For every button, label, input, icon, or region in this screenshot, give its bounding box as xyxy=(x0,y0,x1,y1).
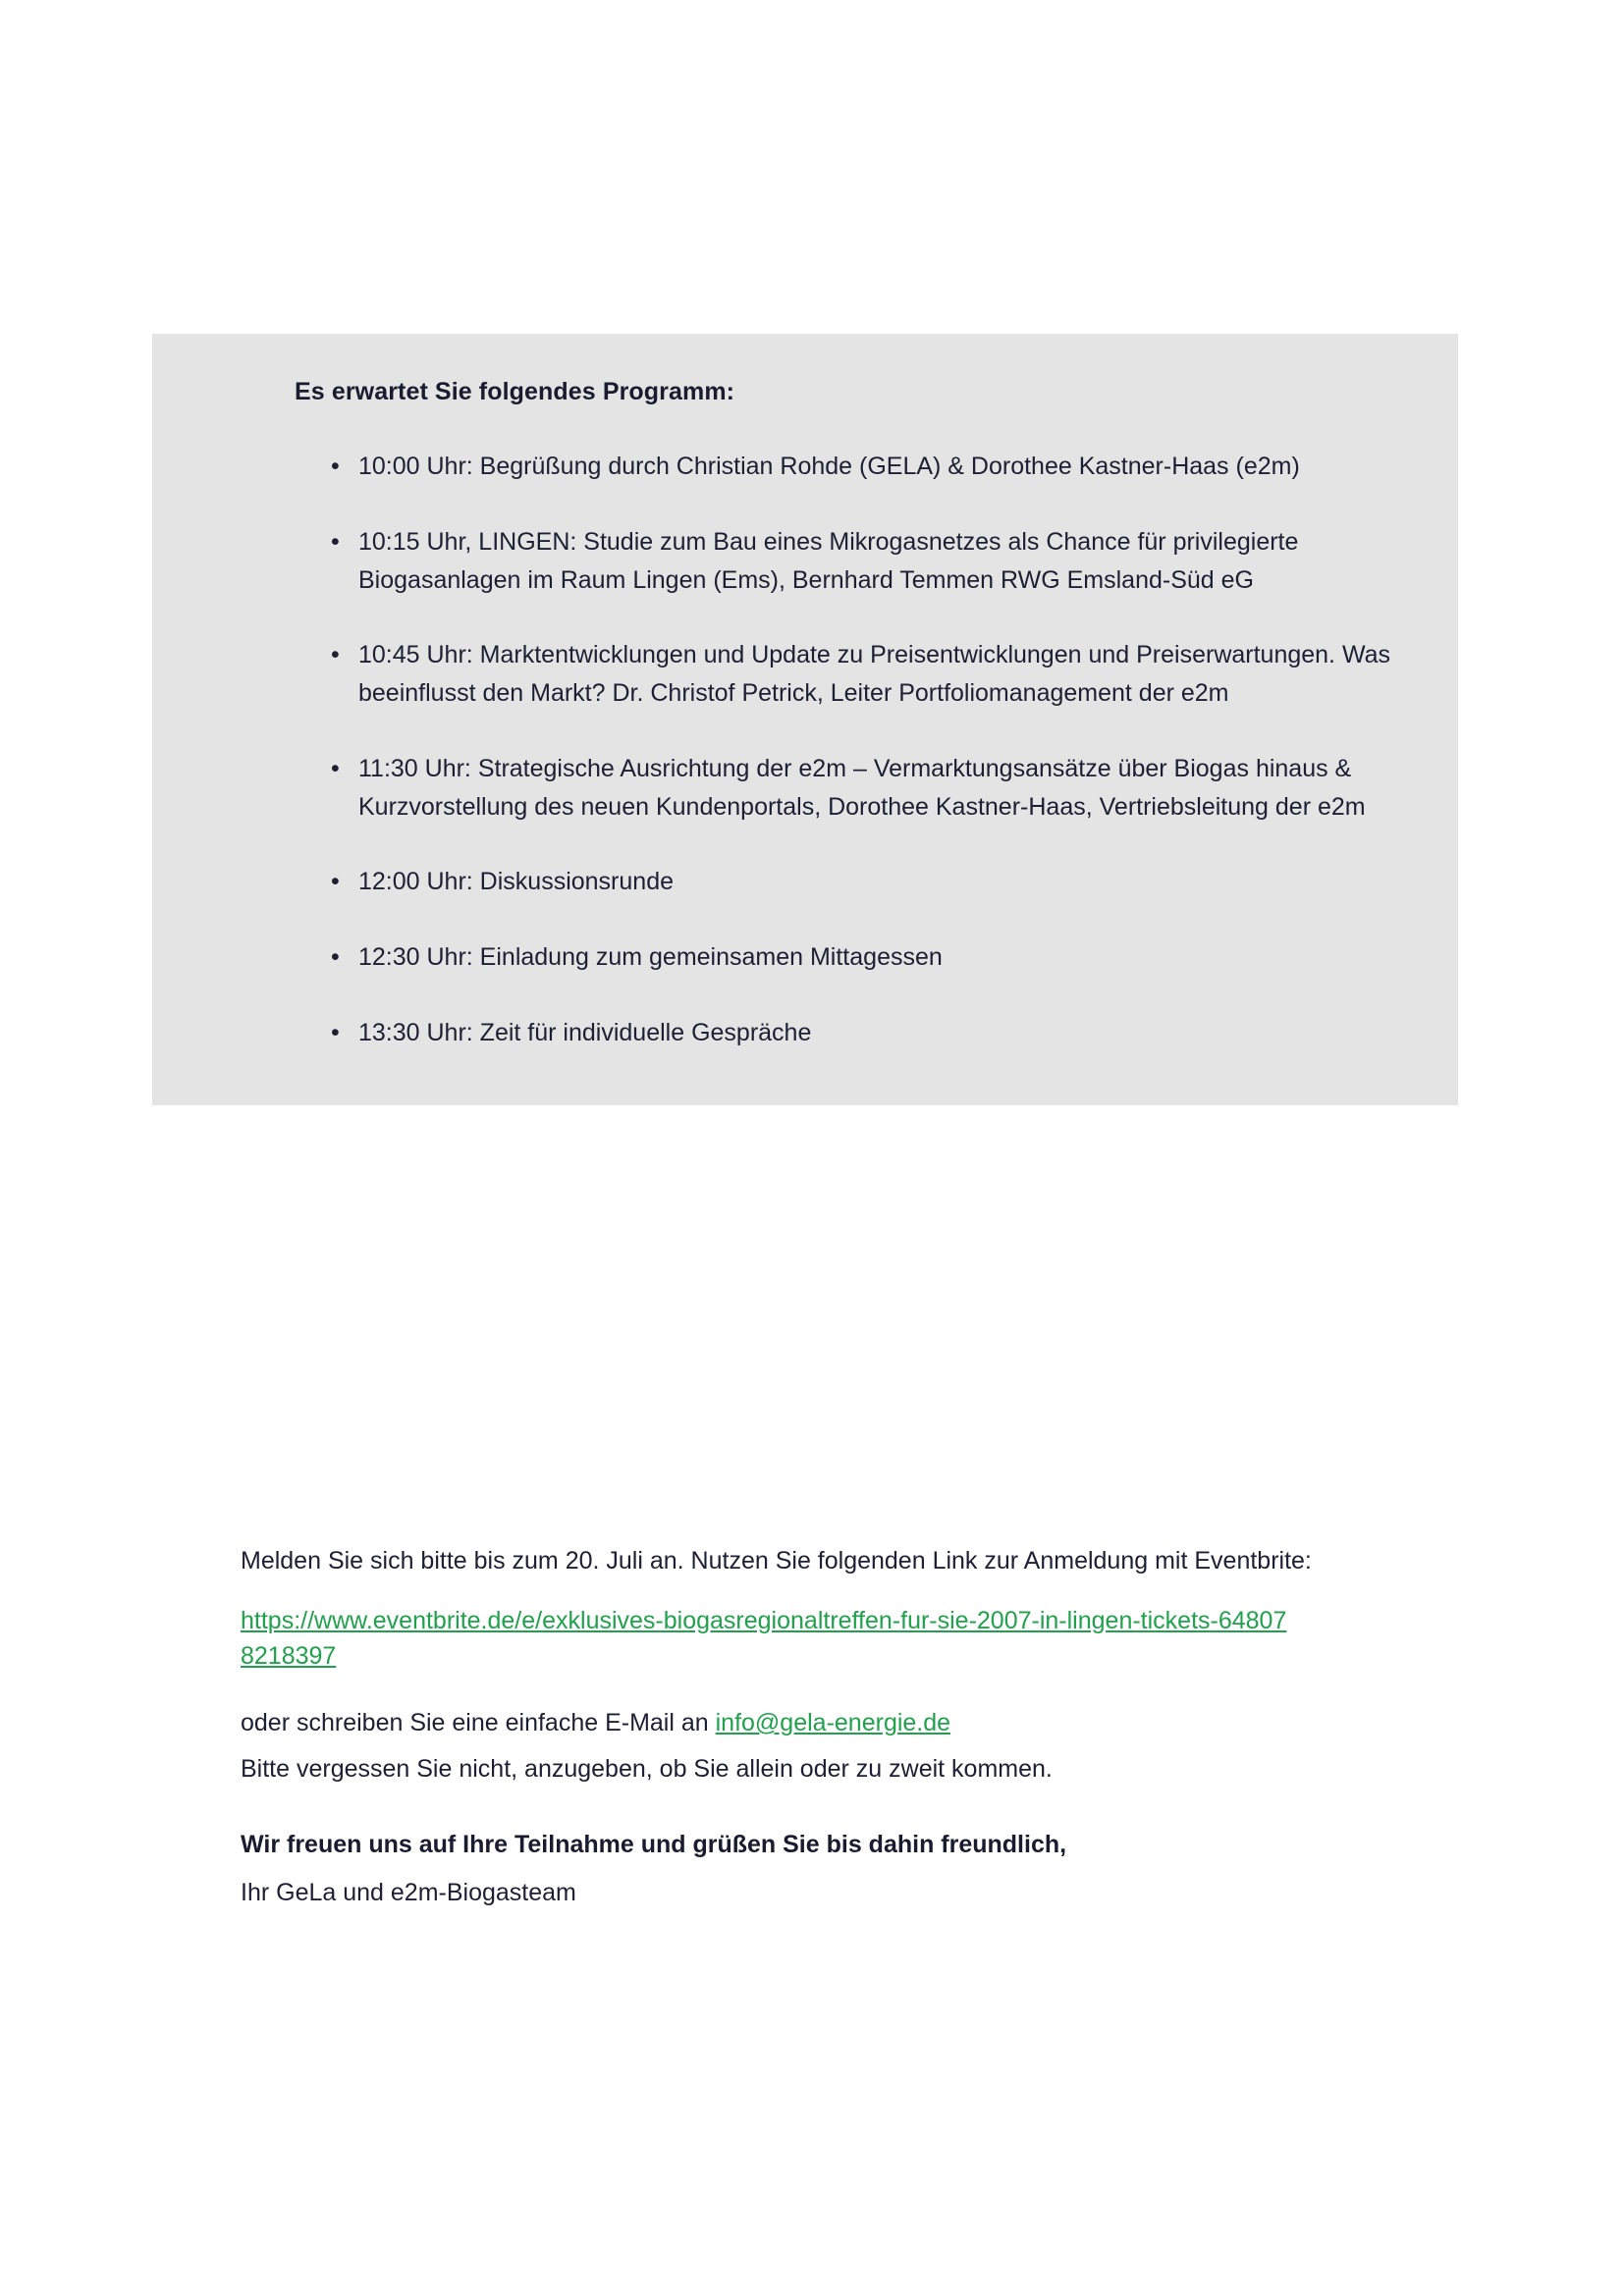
list-item xyxy=(241,636,1399,713)
list-item xyxy=(241,750,1399,827)
list-item xyxy=(241,1014,1399,1052)
closing-signature: Ihr GeLa und e2m-Biogasteam xyxy=(241,1878,576,1906)
program-item-text: 12:00 Uhr: Diskussionsrunde xyxy=(358,868,674,896)
eventbrite-link[interactable]: https://www.eventbrite.de/e/exklusives-biogasregionaltreffen-fur-sie-2007-in-lingen-tickets-648078218397 xyxy=(241,1606,1287,1670)
closing-bold-line: Wir freuen uns auf Ihre Teilnahme und grüßen Sie bis dahin freundlich, xyxy=(241,1831,1067,1858)
program-box xyxy=(152,334,1458,1105)
email-paragraph xyxy=(241,1703,1468,1743)
list-item xyxy=(241,863,1399,901)
bullet-icon: • xyxy=(331,641,340,669)
program-item-text: 12:30 Uhr: Einladung zum gemeinsamen Mittagessen xyxy=(358,943,943,971)
program-item-text: 11:30 Uhr: Strategische Ausrichtung der e2m – Vermarktungsansätze über Biogas hinaus & Kurzvorstellung des neuen Kundenportals, Dorothee Kastner-Haas, Vertriebsleitung der e2m xyxy=(358,754,1366,821)
program-item-text: 10:45 Uhr: Marktentwicklungen und Update zu Preisentwicklungen und Preiserwartungen. Was beeinflusst den Markt? Dr. Christof Petrick, Leiter Portfoliomanagement der e2m xyxy=(358,641,1391,707)
eventbrite-link-paragraph xyxy=(241,1603,1296,1675)
program-list xyxy=(241,448,1399,1052)
email-prefix-text: oder schreiben Sie eine einfache E-Mail an xyxy=(241,1709,716,1736)
bullet-icon: • xyxy=(331,453,340,480)
program-item-text: 10:15 Uhr, LINGEN: Studie zum Bau eines Mikrogasnetzes als Chance für privilegierte Biogasanlagen im Raum Lingen (Ems), Bernhard Temmen RWG Emsland-Süd eG xyxy=(358,527,1299,594)
list-item xyxy=(241,523,1399,600)
registration-note: Bitte vergessen Sie nicht, anzugeben, ob Sie allein oder zu zweit kommen. xyxy=(241,1754,1053,1783)
registration-block xyxy=(241,1541,1468,1912)
bullet-icon: • xyxy=(331,527,340,556)
list-item xyxy=(241,938,1399,977)
bullet-icon: • xyxy=(331,1018,340,1046)
bullet-icon: • xyxy=(331,754,340,782)
registration-intro: Melden Sie sich bitte bis zum 20. Juli an. Nutzen Sie folgenden Link zur Anmeldung mit Eventbrite: xyxy=(241,1547,1312,1575)
email-link[interactable]: info@gela-energie.de xyxy=(715,1709,951,1736)
list-item xyxy=(241,448,1399,486)
program-heading: Es erwartet Sie folgendes Programm: xyxy=(295,378,735,405)
bullet-icon: • xyxy=(331,943,340,971)
program-item-text: 10:00 Uhr: Begrüßung durch Christian Rohde (GELA) & Dorothee Kastner-Haas (e2m) xyxy=(358,453,1300,480)
program-item-text: 13:30 Uhr: Zeit für individuelle Gespräche xyxy=(358,1018,812,1046)
bullet-icon: • xyxy=(331,868,340,896)
